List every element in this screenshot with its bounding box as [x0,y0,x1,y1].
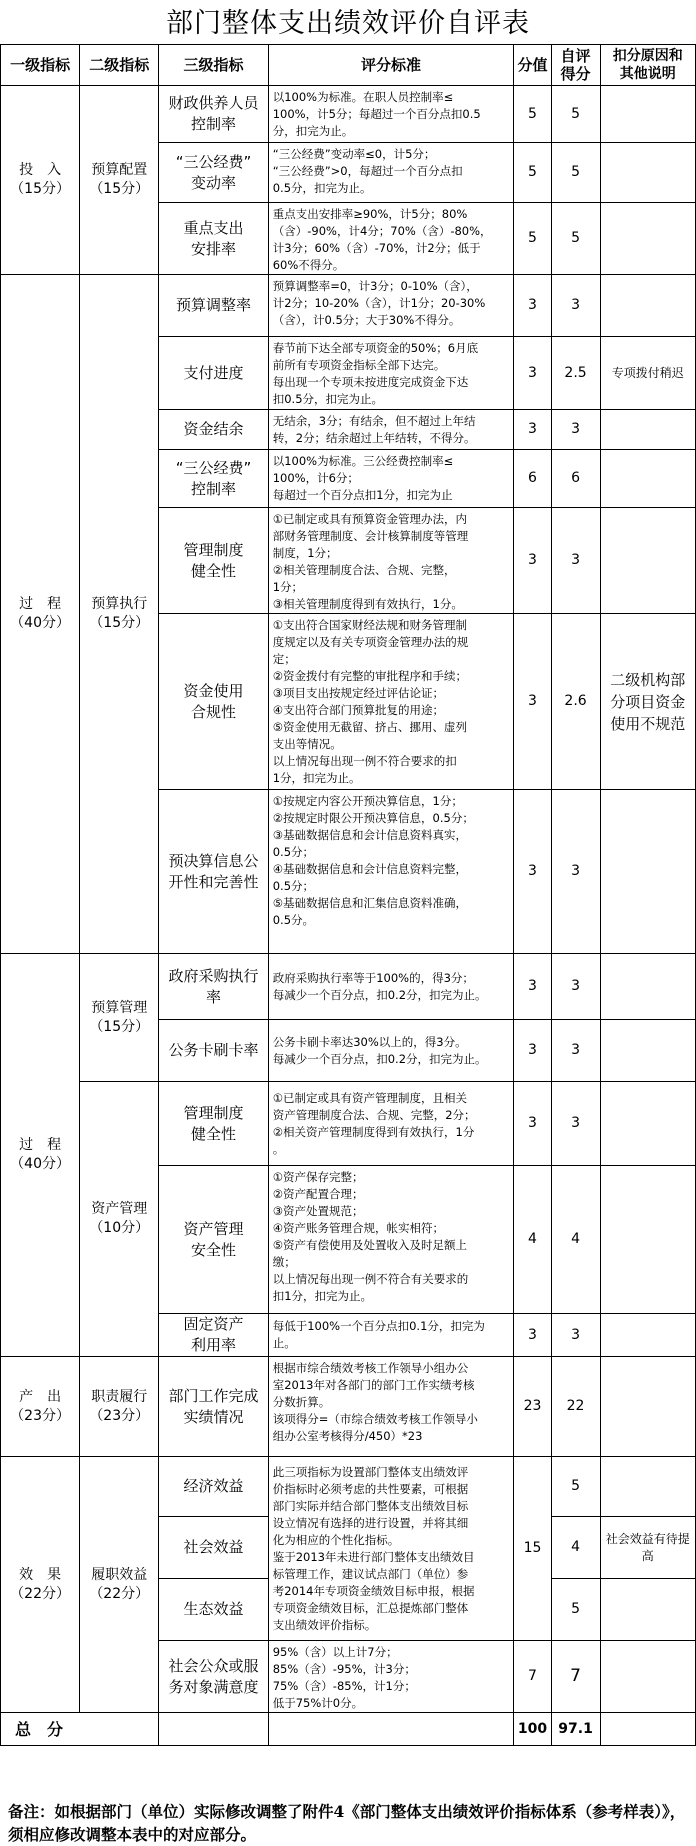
max-score-cell: 4 [514,1166,551,1314]
max-score-cell: 6 [514,450,551,508]
level3-cell: 重点支出 安排率 [159,203,268,275]
effect-max-score-cell: 15 [514,1457,551,1641]
total-row [1,1713,696,1746]
level3-cell: 资金结余 [159,410,268,450]
deduction-cell [600,86,696,143]
deduction-cell [600,1579,696,1641]
self-score-cell: 3 [551,1082,600,1166]
deduction-cell: 社会效益有待提高 [600,1517,696,1579]
self-score-cell: 3 [551,275,600,337]
self-score-cell: 3 [551,954,600,1020]
level3-cell: 资金使用 合规性 [159,614,268,790]
self-score-cell: 5 [551,1579,600,1641]
standard-cell: 春节前下达全部专项资金的50%；6月底 前所有专项资金指标全部下达完。 每出现一个专项未按进度完成资金下达 扣0.5分，扣完为止。 [268,337,514,410]
self-score-cell: 4 [551,1166,600,1314]
table-row [1,275,696,337]
max-score-cell: 5 [514,143,551,203]
max-score-cell: 3 [514,1082,551,1166]
deduction-cell [600,203,696,275]
self-score-cell: 5 [551,1457,600,1517]
standard-cell: 以100%为标准。在职人员控制率≤ 100%，计5分；每超过一个百分点扣0.5 分，扣完为止。 [268,86,514,143]
level2-duty: 职责履行 （23分） [80,1357,159,1457]
self-score-cell: 7 [551,1641,600,1713]
footnote: 备注：如根据部门（单位）实际修改调整了附件4《部门整体支出绩效评价指标体系（参考样表）》，须相应修改调整本表中的对应部分。 [8,1802,686,1844]
level2-budget-mgmt: 预算管理 （15分） [80,954,159,1082]
level3-cell: 社会效益 [159,1517,268,1579]
group-output: 产 出 （23分） [1,1357,80,1457]
standard-cell: ①资产保存完整； ②资产配置合理； ③资产处置规范； ④资产账务管理合规，帐实相符； ⑤资产有偿使用及处置收入及时足额上 缴； 以上情况每出现一例不符合有关要求的 扣1分，扣完为止。 [268,1166,514,1314]
total-empty [159,1713,268,1746]
standard-cell: 政府采购执行率等于100%的，得3分； 每减少一个百分点，扣0.2分，扣完为止。 [268,954,514,1020]
max-score-cell: 3 [514,614,551,790]
standard-cell: 根据市综合绩效考核工作领导小组办公 室2013年对各部门的部门工作实绩考核 分数折算。 该项得分=（市综合绩效考核工作领导小 组办公室考核得分/450）*23 [268,1357,514,1457]
standard-cell: 每低于100%一个百分点扣0.1分，扣完为 止。 [268,1314,514,1357]
deduction-cell: 二级机构部分项目资金使用不规范 [600,614,696,790]
table-row [1,1082,696,1166]
standard-cell: ①已制定或具有预算资金管理办法，内 部财务管理制度、会计核算制度等管理 制度，1分； ②相关管理制度合法、合规、完整， 1分； ③相关管理制度得到有效执行，1分。 [268,508,514,614]
level3-cell: “三公经费” 变动率 [159,143,268,203]
level3-cell: “三公经费” 控制率 [159,450,268,508]
level3-cell: 政府采购执行 率 [159,954,268,1020]
max-score-cell: 23 [514,1357,551,1457]
total-empty [268,1713,514,1746]
standard-cell: 95%（含）以上计7分； 85%（含）-95%，计3分； 75%（含）-85%，计1分； 低于75%计0分。 [268,1641,514,1713]
deduction-cell [600,275,696,337]
self-score-cell: 3 [551,1314,600,1357]
level3-cell: 资产管理 安全性 [159,1166,268,1314]
standard-cell: “三公经费”变动率≤0，计5分； “三公经费”>0，每超过一个百分点扣 0.5分，扣完为止。 [268,143,514,203]
self-score-cell: 5 [551,143,600,203]
table-row [1,86,696,143]
max-score-cell: 3 [514,790,551,954]
self-score-cell: 2.5 [551,337,600,410]
self-score-cell: 3 [551,410,600,450]
deduction-cell [600,410,696,450]
self-score-cell: 6 [551,450,600,508]
max-score-cell: 5 [514,86,551,143]
deduction-cell [600,1357,696,1457]
level3-cell: 经济效益 [159,1457,268,1517]
deduction-cell: 专项拨付稍迟 [600,337,696,410]
total-label: 总 分 [1,1713,159,1746]
max-score-cell: 3 [514,954,551,1020]
level3-cell: 支付进度 [159,337,268,410]
group-effect: 效 果 （22分） [1,1457,80,1713]
self-score-cell: 4 [551,1517,600,1579]
deduction-cell [600,1082,696,1166]
deduction-cell [600,1166,696,1314]
table-row [1,954,696,1020]
self-score-cell: 3 [551,790,600,954]
total-score: 97.1 [551,1713,600,1746]
level3-cell: 财政供养人员 控制率 [159,86,268,143]
group-process: 过 程 （40分） [1,275,80,954]
max-score-cell: 3 [514,337,551,410]
level2-budget-config: 预算配置 （15分） [80,86,159,275]
standard-cell: ①已制定或具有资产管理制度，且相关 资产管理制度合法、合规、完整，2分； ②相关资产管理制度得到有效执行，1分 。 [268,1082,514,1166]
effect-standard-cell: 此三项指标为设置部门整体支出绩效评 价指标时必须考虑的共性要素，可根据 部门实际并结合部门整体支出绩效目标 设立情况有选择的进行设置，并将其细 化为相应的个性化指标。 鉴于2013年未进行部门整体支出绩效目 标管理工作，建议试点部门（单位）参 考2014年专项资金绩效目标申报，根据 专项资金绩效目标，汇总提炼部门整体 支出绩效评价指标。 [268,1457,514,1641]
header-row [1,45,696,86]
deduction-cell [600,1020,696,1082]
header-level2: 二级指标 [80,45,159,86]
header-self-score: 自评 得分 [551,45,600,86]
group-process-2: 过 程 （40分） [1,954,80,1357]
deduction-cell [600,143,696,203]
deduction-cell [600,790,696,954]
level3-cell: 预决算信息公 开性和完善性 [159,790,268,954]
level3-cell: 部门工作完成 实绩情况 [159,1357,268,1457]
page-title: 部门整体支出绩效评价自评表 [166,8,530,39]
table-row [1,1457,696,1517]
self-score-cell: 22 [551,1357,600,1457]
standard-cell: 以100%为标准。三公经费控制率≤ 100%，计6分； 每超过一个百分点扣1分，扣完为止 [268,450,514,508]
level3-cell: 公务卡刷卡率 [159,1020,268,1082]
max-score-cell: 3 [514,1020,551,1082]
level2-budget-exec: 预算执行 （15分） [80,275,159,954]
total-max: 100 [514,1713,551,1746]
level2-perf-benefit: 履职效益 （22分） [80,1457,159,1713]
standard-cell: ①支出符合国家财经法规和财务管理制 度规定以及有关专项资金管理办法的规 定； ②资金拨付有完整的审批程序和手续； ③项目支出按规定经过评估论证； ④支出符合部门预算批复的用途； ⑤资金使用无截留、挤占、挪用、虚列 支出等情况。 以上情况每出现一例不符合要求的扣 1分，扣完为止。 [268,614,514,790]
deduction-cell [600,1641,696,1713]
level3-cell: 固定资产 利用率 [159,1314,268,1357]
standard-cell: 无结余，3分；有结余，但不超过上年结 转，2分；结余超过上年结转，不得分。 [268,410,514,450]
level3-cell: 生态效益 [159,1579,268,1641]
max-score-cell: 3 [514,275,551,337]
table-row [1,1357,696,1457]
level2-asset-mgmt: 资产管理 （10分） [80,1082,159,1357]
max-score-cell: 3 [514,1314,551,1357]
header-max-score: 分值 [514,45,551,86]
deduction-cell [600,954,696,1020]
header-standard: 评分标准 [268,45,514,86]
self-score-cell: 3 [551,508,600,614]
evaluation-table [0,44,696,1746]
max-score-cell: 3 [514,508,551,614]
standard-cell: ①按规定内容公开预决算信息，1分； ②按规定时限公开预决算信息，0.5分； ③基础数据信息和会计信息资料真实， 0.5分； ④基础数据信息和会计信息资料完整， 0.5分； ⑤基础数据信息和汇集信息资料准确， 0.5分。 [268,790,514,954]
level3-cell: 管理制度 健全性 [159,508,268,614]
level3-cell: 社会公众或服 务对象满意度 [159,1641,268,1713]
header-level3: 三级指标 [159,45,268,86]
max-score-cell: 3 [514,410,551,450]
deduction-cell [600,1314,696,1357]
level3-cell: 预算调整率 [159,275,268,337]
deduction-cell [600,508,696,614]
deduction-cell [600,450,696,508]
self-score-cell: 5 [551,203,600,275]
self-score-cell: 3 [551,1020,600,1082]
max-score-cell: 7 [514,1641,551,1713]
self-score-cell: 5 [551,86,600,143]
self-score-cell: 2.6 [551,614,600,790]
total-empty [600,1713,696,1746]
standard-cell: 重点支出安排率≥90%，计5分；80% （含）-90%，计4分；70%（含）-80%， 计3分；60%（含）-70%，计2分；低于 60%不得分。 [268,203,514,275]
header-deduction: 扣分原因和 其他说明 [600,45,696,86]
group-input: 投 入 （15分） [1,86,80,275]
deduction-cell [600,1457,696,1517]
level3-cell: 管理制度 健全性 [159,1082,268,1166]
standard-cell: 预算调整率=0，计3分；0-10%（含）， 计2分；10-20%（含），计1分；20-30% （含），计0.5分；大于30%不得分。 [268,275,514,337]
header-level1: 一级指标 [1,45,80,86]
standard-cell: 公务卡刷卡率达30%以上的，得3分。 每减少一个百分点，扣0.2分，扣完为止。 [268,1020,514,1082]
max-score-cell: 5 [514,203,551,275]
